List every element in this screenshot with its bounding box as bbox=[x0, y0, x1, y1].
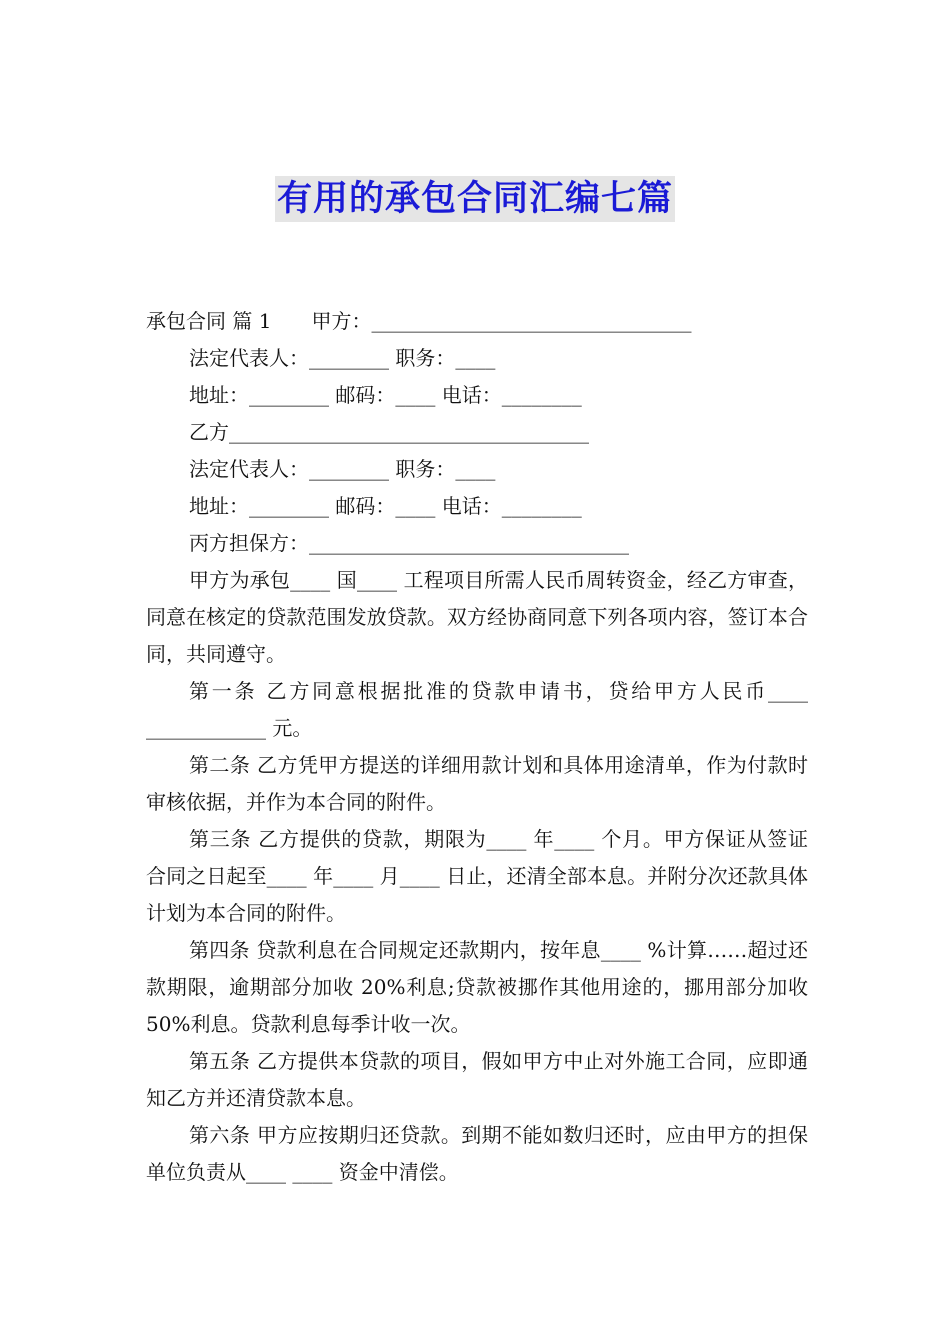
document-body bbox=[146, 303, 808, 1191]
article-3: 第三条 乙方提供的贷款，期限为____ 年____ 个月。甲方保证从签证合同之日起至____ 年____ 月____ 日止，还清全部本息。并附分次还款具体计划为本合同的附件。 bbox=[146, 827, 808, 925]
document-title: 有用的承包合同汇编七篇 bbox=[275, 176, 675, 222]
article-2: 第二条 乙方凭甲方提送的详细用款计划和具体用途清单，作为付款时审核依据，并作为本合同的附件。 bbox=[146, 753, 808, 814]
article-6: 第六条 甲方应按期归还贷款。到期不能如数归还时，应由甲方的担保单位负责从____ ____ 资金中清偿。 bbox=[146, 1123, 808, 1184]
guarantor-line: 丙方担保方：________________________________ bbox=[189, 531, 629, 555]
party-b-line: 乙方____________________________________ bbox=[189, 420, 589, 444]
party-a-address: 地址：________ 邮码：____ 电话：________ bbox=[189, 383, 582, 407]
party-a-representative: 法定代表人：________ 职务：____ bbox=[189, 346, 496, 370]
party-b-address: 地址：________ 邮码：____ 电话：________ bbox=[189, 494, 582, 518]
article-heading: 承包合同 篇 1 bbox=[146, 309, 272, 333]
party-a-line: 甲方：________________________________ bbox=[311, 309, 692, 333]
article-4: 第四条 贷款利息在合同规定还款期内，按年息____ %计算……超过还款期限，逾期部分加收 20%利息;贷款被挪作其他用途的，挪用部分加收 50%利息。贷款利息每季计收一次。 bbox=[146, 938, 808, 1036]
title-container bbox=[0, 176, 950, 222]
header-line bbox=[146, 303, 808, 340]
intro-paragraph: 甲方为承包____ 国____ 工程项目所需人民币周转资金，经乙方审查，同意在核定的贷款范围发放贷款。双方经协商同意下列各项内容，签订本合同，共同遵守。 bbox=[146, 568, 808, 666]
article-1: 第一条 乙方同意根据批准的贷款申请书，贷给甲方人民币____ ____________ 元。 bbox=[146, 679, 808, 740]
article-5: 第五条 乙方提供本贷款的项目，假如甲方中止对外施工合同，应即通知乙方并还清贷款本息。 bbox=[146, 1049, 808, 1110]
party-b-representative: 法定代表人：________ 职务：____ bbox=[189, 457, 496, 481]
